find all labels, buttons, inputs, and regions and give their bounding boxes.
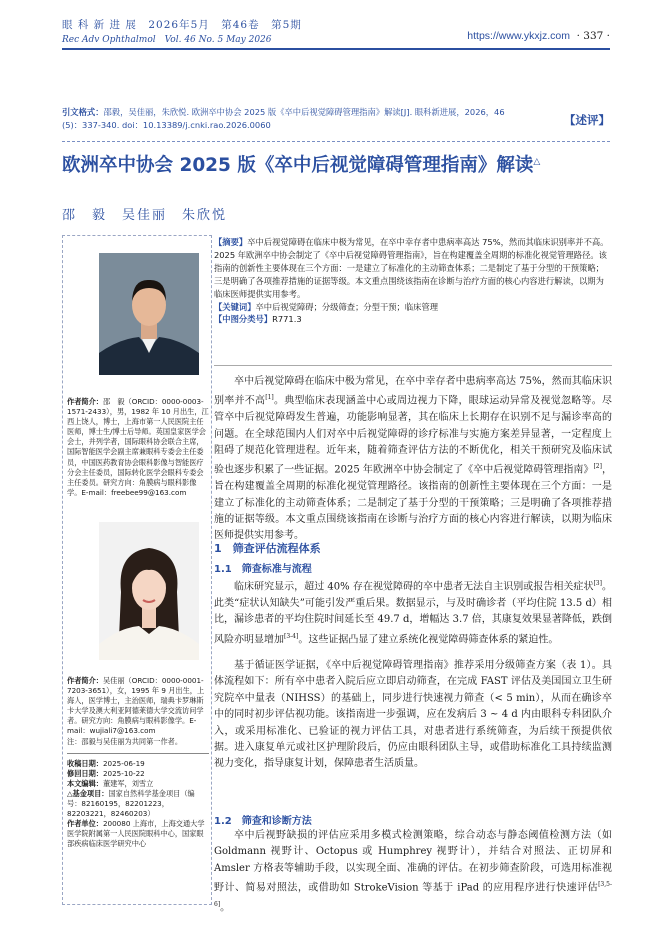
abstract-paragraph xyxy=(214,236,612,301)
revised-date: 修回日期：2025-10-22 xyxy=(67,769,145,778)
citation-ref[interactable]: [3] xyxy=(593,580,602,587)
abstract-label: 【摘要】 xyxy=(214,237,248,247)
header-divider xyxy=(62,48,610,50)
article-type-tag: 【述评】 xyxy=(564,113,610,127)
bio-2-label: 作者简介： xyxy=(67,676,103,685)
editor-names: 本文编辑：董建军，刘雪立 xyxy=(67,779,154,788)
abstract-divider xyxy=(214,365,612,366)
body-paragraph-2: 临床研究显示，超过 40% 存在视觉障碍的卒中患者无法自主识别或报告相关症状[3]。此类“症状认知缺失”可能引发严重后果。数据显示，与及时确诊者（平均住院 13.5 d）相比，漏诊患者的平均住院时间延长至 49.7 d，增幅达 3.7 倍，其康复效果显著降低，跌倒风险亦明显增加[3-4]。这些证据凸显了建立系统化视觉障碍筛查体系的紧迫性。 xyxy=(214,580,612,645)
title-fund-mark: △ xyxy=(533,156,541,167)
citation-ref[interactable]: [2] xyxy=(593,463,602,471)
keywords-label: 【关键词】 xyxy=(214,301,256,312)
article-title xyxy=(62,151,540,177)
citation-ref[interactable]: [3,5-6] xyxy=(214,881,612,908)
affiliation-info: 作者单位：200080 上海市，上海交通大学医学院附属第一人民医院眼科中心，国家眼部疾病临床医学研究中心 xyxy=(67,819,205,848)
citation-divider xyxy=(62,141,610,142)
citation-label: 引文格式： xyxy=(62,107,104,117)
abstract-text: 卒中后视觉障碍在临床中极为常见，在卒中幸存者中患病率高达 75%，然而其临床识别率并不高。2025 年欧洲卒中协会制定了《卒中后视觉障碍管理指南》，旨在构建覆盖全周期的标准化视觉管理路径。该指南的创新性主要体现在三个方面：一是建立了标准化的主动筛查体系；二是制定了基于分型的干预策略；三是明确了各项推荐措施的证据等级。本文重点围绕该指南在诊断与治疗方面的核心内容进行解读，以期为临床医师提供实用参考。 xyxy=(214,237,609,299)
journal-header xyxy=(62,17,610,57)
section-heading-1: 1 筛查评估流程体系 xyxy=(214,542,321,555)
keywords-text: 卒中后视觉障碍；分级筛查；分型干预；临床管理 xyxy=(255,301,439,312)
citation-ref[interactable]: [1] xyxy=(265,394,274,402)
journal-url-link[interactable]: https://www.ykxjz.com xyxy=(467,30,570,42)
fund-info: △基金项目：国家自然科学基金项目（编号：82160195，82201223，82203221，82460203） xyxy=(67,789,195,818)
bio-1-text: 邵 毅（ORCID：0000-0003-1571-2433），男，1982 年 10 月出生，江西上饶人，博士，上海市第一人民医院主任医师，博士生/博士后导师。英国皇家医学会会士，并列学者，国际眼科协会联合主席，国际智能医学会副主席兼眼科专委会主任委员，中国医药教育协会眼科影像与智能医疗分会主任委员，国际转化医学会眼科专委会主任委员。研究方向：角膜病与眼科影像学。E-mail：freebee99@163.com xyxy=(67,397,209,497)
body-paragraph-4: 卒中后视野缺损的评估应采用多模式检测策略，综合动态与静态阈值检测方法（如 Goldmann 视野计、Octopus 或 Humphrey 视野计），并结合对照法、正切屏和 Amsler 方格表等辅助手段，以实现全面、准确的评估。在初步筛查阶段，可选用标准视野计、简易对照法，或借助如 StrokeVision 等基于 iPad 的应用程序进行快速评估[3,5-6]。 xyxy=(214,830,612,914)
received-date: 收稿日期：2025-06-19 xyxy=(67,759,145,768)
subsection-heading-1-2: 1.2 筛查和诊断方法 xyxy=(214,816,312,827)
subsection-heading-1-1: 1.1 筛查标准与流程 xyxy=(214,564,312,575)
sidebar-divider xyxy=(67,753,209,754)
author-bio-1 xyxy=(67,397,209,498)
portrait-female-image xyxy=(99,522,199,660)
citation-block xyxy=(62,106,512,132)
author-list: 邵 毅 吴佳丽 朱欣悦 xyxy=(62,208,228,223)
journal-name-en: Rec Adv Ophthalmol Vol. 46 No. 5 May 2026 xyxy=(62,35,272,45)
abstract-block xyxy=(214,236,612,326)
citation-ref[interactable]: [3-4] xyxy=(284,632,299,640)
author-sidebar xyxy=(62,235,212,905)
author-bio-2 xyxy=(67,676,209,747)
keywords-line xyxy=(214,301,612,314)
page-number: · 337 · xyxy=(576,30,610,42)
clc-text: R771.3 xyxy=(272,314,302,325)
clc-line xyxy=(214,313,612,326)
body-paragraph-3: 基于循证医学证据，《卒中后视觉障碍管理指南》推荐采用分级筛查方案（表 1）。具体流程如下：所有卒中患者入院后应立即启动筛查，在完成 FAST 评估及美国国立卫生研究院卒中量表（NIHSS）的基础上，同步进行快速视力筛查（< 5 min），从而在确诊卒中的同时初步评估视功能。该指南进一步强调，应在发病后 3 ~ 4 d 内由眼科专科团队介入，或采用标准化、已验证的视力评估工具，对患者进行系统筛查，为后续干预提供依据。进入康复单元或社区护理阶段后，仍应由眼科团队主导，或借助标准化工具持续监测视力变化，指导康复计划，保障患者生活质量。 xyxy=(214,660,612,770)
author-photo-2 xyxy=(99,522,199,660)
author-photo-1 xyxy=(99,253,199,375)
clc-label: 【中图分类号】 xyxy=(214,314,273,325)
portrait-male-image xyxy=(99,253,199,375)
article-title-text: 欧洲卒中协会 2025 版《卒中后视觉障碍管理指南》解读 xyxy=(62,155,534,176)
co-first-author-note: 注：邵毅与吴佳丽为共同第一作者。 xyxy=(67,736,183,746)
intro-paragraph: 卒中后视觉障碍在临床中极为常见，在卒中幸存者中患病率高达 75%，然而其临床识别率并不高[1]。典型临床表现涵盖中心或周边视力下降，眼球运动异常及视觉忽略等。尽管卒中后视觉障碍发生普遍，功能影响显著，其在临床上长期存在识别不足与漏诊率高的问题。在全球范围内人们对卒中后视觉障碍的诊疗标准与实施方案差异显著，一定程度上阻碍了规范化管理进程。近年来，随着筛查评估方法的不断优化，相关干预研究及临床试验也逐步积累了一些证据。2025 年欧洲卒中协会制定了《卒中后视觉障碍管理指南》[2]，旨在构建覆盖全周期的标准化视觉管理路径。该指南的创新性主要体现在三个方面：一是建立了标准化的主动筛查体系；二是制定了基于分型的干预策略；三是明确了各项推荐措施的证据等级。本文重点围绕该指南在诊断与治疗方面的核心内容进行解读，以期为临床医师提供实用参考。 xyxy=(214,376,612,542)
bio-1-label: 作者简介： xyxy=(67,397,103,406)
citation-text: 邵毅，吴佳丽，朱欣悦. 欧洲卒中协会 2025 版《卒中后视觉障碍管理指南》解读[J]. 眼科新进展，2026，46 (5)：337-340. doi：10.13389/j.cnki.rao.2026.0060 xyxy=(62,107,505,130)
bio-2-text: 吴佳丽（ORCID：0000-0001-7203-3651），女，1995 年 9 月出生，上海人，医学博士，主治医师，瑞典卡罗琳斯卡大学及澳大利亚阿德莱德大学交流访问学者。研究方向：角膜病与眼科影像学。E-mail：wujiali7@163.com xyxy=(67,676,205,736)
article-meta xyxy=(67,759,209,849)
journal-name-cn: 眼 科 新 进 展 2026年5月 第46卷 第5期 xyxy=(62,19,302,31)
